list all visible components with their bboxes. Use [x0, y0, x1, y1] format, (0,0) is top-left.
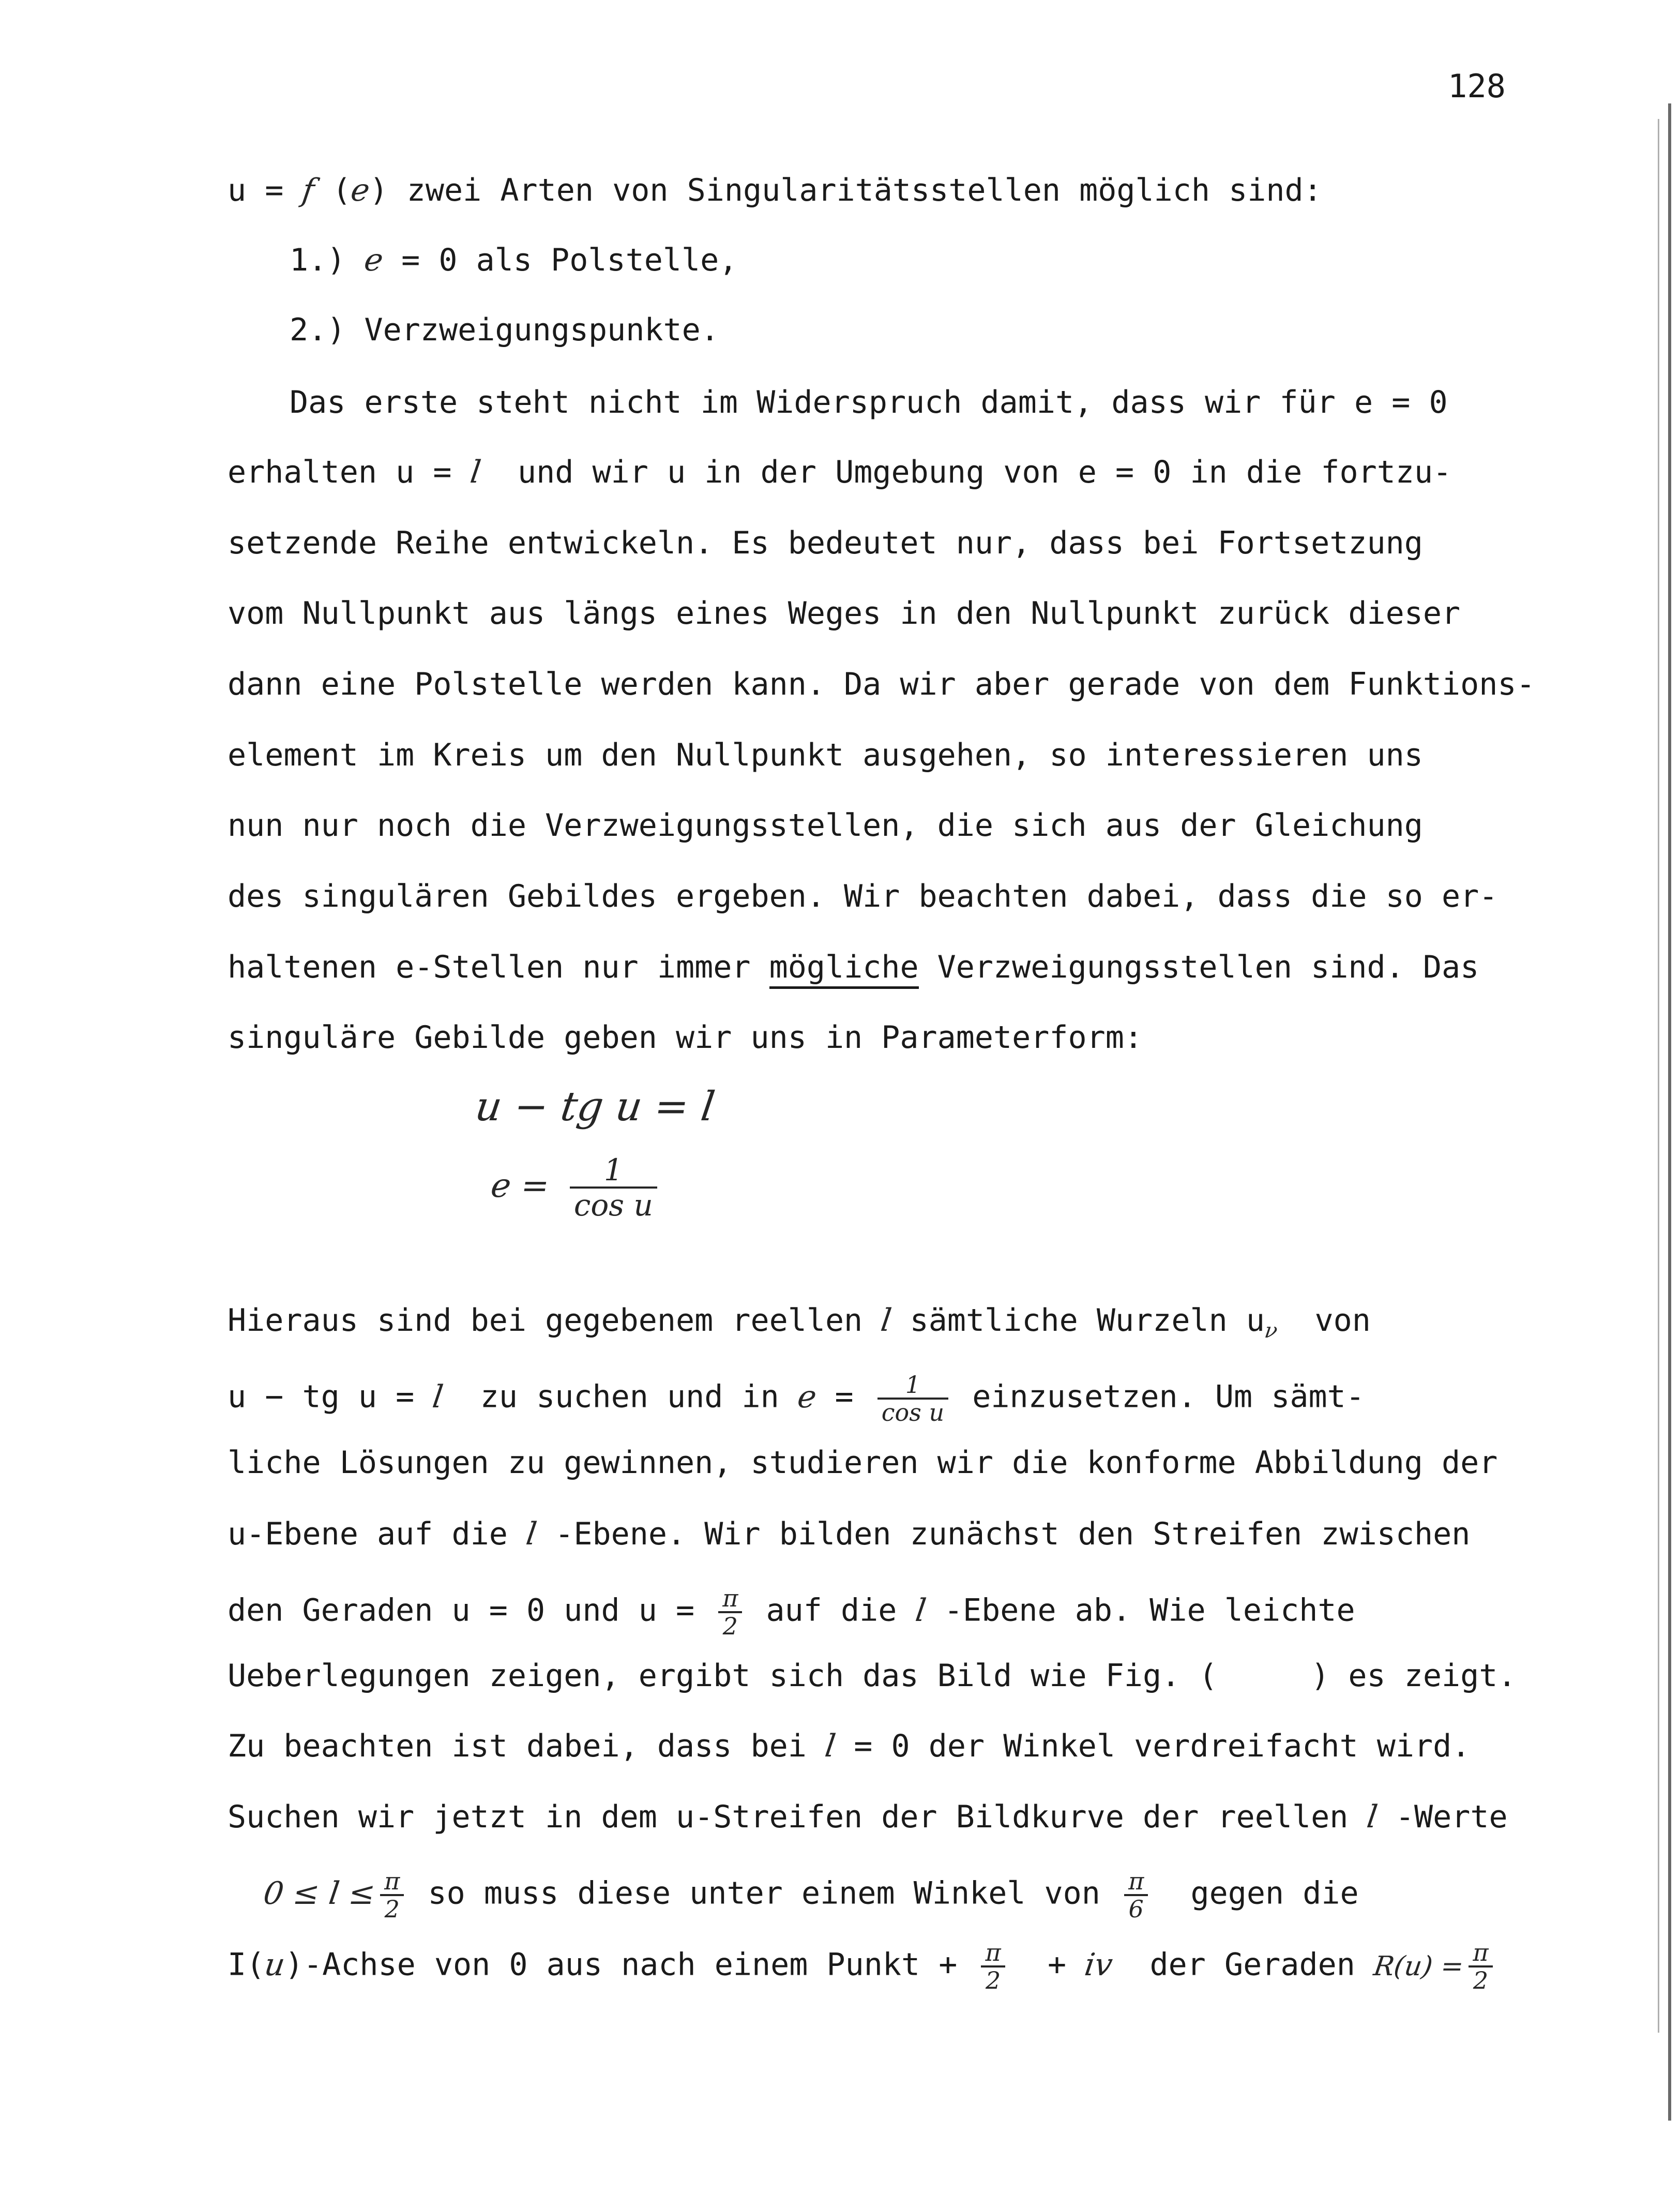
text-line-20: Zu beachten ist dabei, dass bei l = 0 der Winkel verdreifacht wird. [228, 1728, 1471, 1764]
text-line-4: Das erste steht nicht im Widerspruch damit, dass wir für e = 0 [290, 384, 1448, 420]
underlined-word: mögliche [769, 949, 919, 989]
text-line-12: haltenen e-Stellen nur immer mögliche Verzweigungsstellen sind. Das [228, 948, 1479, 987]
text-line-16: liche Lösungen zu gewinnen, studieren wir die konforme Abbildung der [228, 1445, 1498, 1481]
text-line-2: 1.) e = 0 als Polstelle, [290, 242, 738, 278]
equation-1: u − tg u = l [472, 1084, 718, 1130]
page-edge-shadow-inner [1658, 119, 1659, 2033]
text-line-9: element im Kreis um den Nullpunkt ausgehen, so interessieren uns [228, 737, 1423, 773]
text-line-7: vom Nullpunkt aus längs eines Weges in den Nullpunkt zurück dieser [228, 595, 1461, 632]
text-line-15: u − tg u = l zu suchen und in e = $\frac{1}{\text{cos u}}$ einzusetzen. Um sämt- [228, 1371, 1365, 1426]
text-line-6: setzende Reihe entwickeln. Es bedeutet nur, dass bei Fortsetzung [228, 525, 1423, 561]
text-line-19: Ueberlegungen zeigen, ergibt sich das Bild wie Fig. ( ) es zeigt. [228, 1658, 1517, 1694]
text-line-22: 0 ≤ l ≤ $\frac{\pi}{2}$ so muss diese unter einem Winkel von $\frac{\pi}{6}$ gegen die [261, 1867, 1359, 1923]
page-edge-shadow [1668, 103, 1671, 2121]
page-number: 128 [1448, 67, 1506, 105]
text-line-17: u-Ebene auf die l -Ebene. Wir bilden zunächst den Streifen zwischen [228, 1516, 1471, 1552]
text-line-5: erhalten u = l und wir u in der Umgebung von e = 0 in die fortzu- [228, 454, 1452, 490]
text-line-8: dann eine Polstelle werden kann. Da wir aber gerade von dem Funktions- [228, 666, 1535, 702]
text-line-14: Hieraus sind bei gegebenem reellen l sämtliche Wurzeln $u_\nu$ von [228, 1302, 1371, 1343]
text-line-3: 2.) Verzweigungspunkte. [290, 312, 719, 348]
text-line-1: u = f (e) zwei Arten von Singularitätsstellen möglich sind: [228, 172, 1322, 208]
equation-2: e = $\frac{1}{\text{cos u}}$ [491, 1153, 662, 1222]
text-line-23: I(u)-Achse von 0 aus nach einem Punkt + $\frac{\pi}{2}$ + iv der Geraden R(u) = $\frac{\pi}{2}$ [228, 1940, 1498, 1993]
text-line-10: nun nur noch die Verzweigungsstellen, die sich aus der Gleichung [228, 807, 1423, 844]
text-line-11: des singulären Gebildes ergeben. Wir beachten dabei, dass die so er- [228, 878, 1498, 914]
text-line-13: singuläre Gebilde geben wir uns in Parameterform: [228, 1019, 1143, 1056]
text-line-18: den Geraden u = 0 und u = $\frac{\pi}{2}$ auf die l -Ebene ab. Wie leichte [228, 1584, 1355, 1640]
text-line-21: Suchen wir jetzt in dem u-Streifen der Bildkurve der reellen l -Werte [228, 1799, 1508, 1835]
